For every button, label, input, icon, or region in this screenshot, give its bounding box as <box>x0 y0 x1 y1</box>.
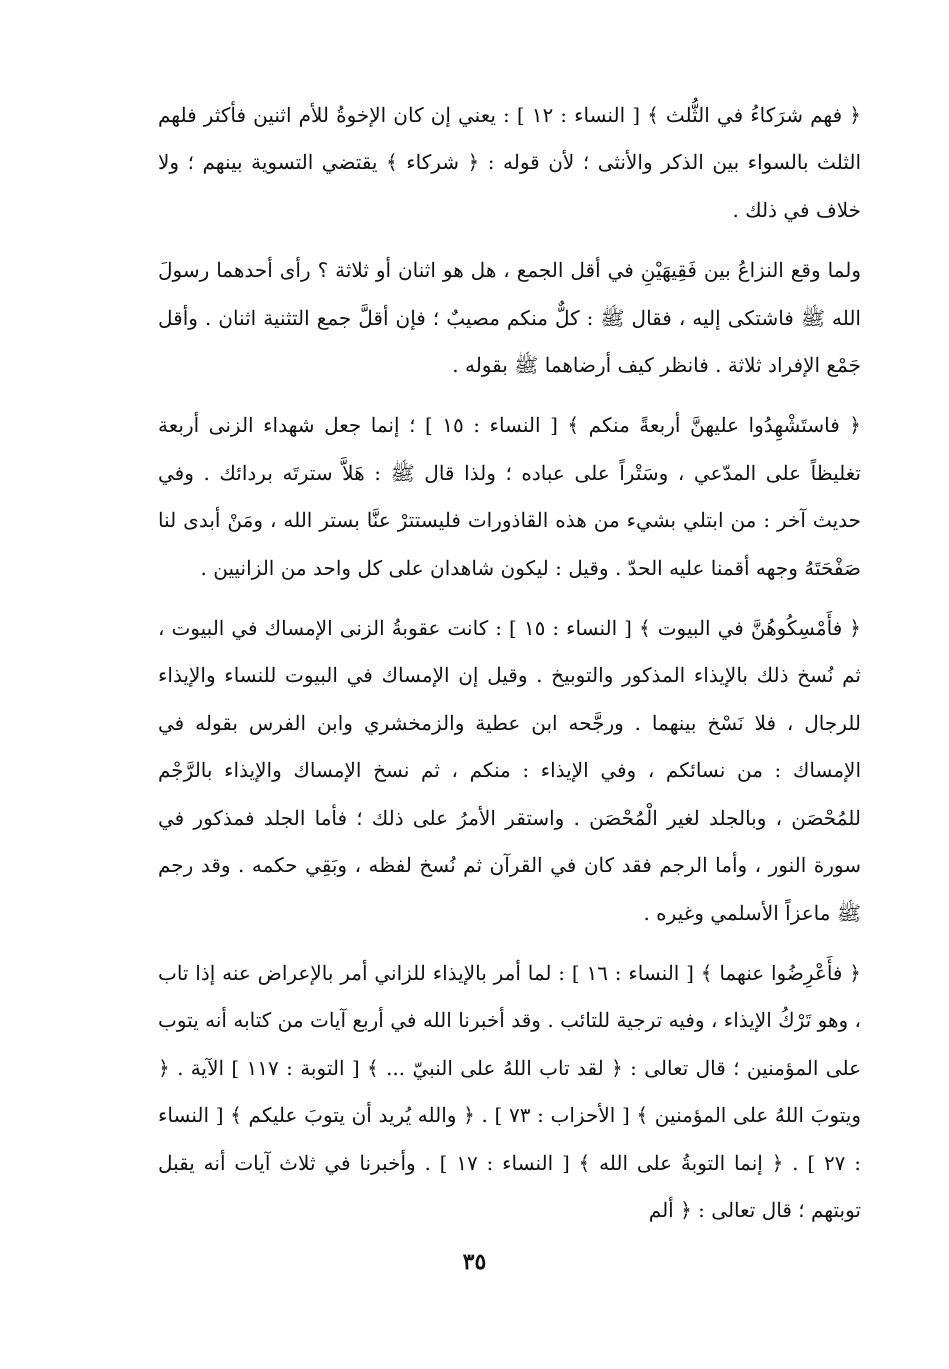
paragraph-4: ﴿ فأَمْسِكُوهُنَّ في البيوت ﴾ [ النساء : ١٥ ] : كانت عقوبةُ الزنى الإمساك في البيوت ، ثم نُسخ ذلك بالإيذاء المذكور والتوبيخ . وقيل إن الإمساك في البيوت للنساء والإيذاء للرجال ، فلا نَسْخ بينهما . ورجَّحه ابن عطية والزمخشري وابن الفرس بقوله في الإمساك : من نسائكم ، وفي الإيذاء : منكم ، ثم نسخ الإمساك والإيذاء بالرَّجْم للمُحْصَن ، وبالجلد لغير الْمُحْصَن . واستقر الأمرُ على ذلك ؛ فأما الجلد فمذكور في سورة النور ، وأما الرجم فقد كان في القرآن ثم نُسخ لفظه ، وبَقِي حكمه . وقد رجم ﷺ ماعزاً الأسلمي وغيره . <box>158 616 862 925</box>
paragraph-2: ولما وقع النزاعُ بين فَقِيهَيْنِ في أقل الجمع ، هل هو اثنان أو ثلاثة ؟ رأى أحدهما رسولَ الله ﷺ فاشتكى إليه ، فقال ﷺ : كلٌّ منكم مصيبٌ ؛ فإن أقلَّ جمع التثنية اثنان . وأقل جَمْع الإفراد ثلاثة . فانظر كيف أرضاهما ﷺ بقوله . <box>158 258 861 378</box>
page-body <box>158 92 861 1234</box>
paragraph-1: ﴿ فهم شرَكاءُ في الثُّلث ﴾ [ النساء : ١٢ ] : يعني إن كان الإخوةُ للأم اثنين فأكثر فلهم الثلث بالسواء بين الذكر والأنثى ؛ لأن قوله : ﴿ شركاء ﴾ يقتضي التسوية بينهم ؛ ولا خلاف في ذلك . <box>158 103 861 222</box>
paragraph-5: ﴿ فأَعْرِضُوا عنهما ﴾ [ النساء : ١٦ ] : لما أمر بالإيذاء للزاني أمر بالإعراض عنه إذا تاب ، وهو تَرْكُ الإيذاء ، وفيه ترجية للتائب . وقد أخبرنا الله في أربع آيات من كتابه أنه يتوب على المؤمنين ؛ قال تعالى : ﴿ لقد تاب اللهُ على النبيّ ... ﴾ [ التوبة : ١١٧ ] الآية . ﴿ ويتوبَ اللهُ على المؤمنين ﴾ [ الأحزاب : ٧٣ ] . ﴿ والله يُريد أن يتوبَ عليكم ﴾ [ النساء : ٢٧ ] . ﴿ إنما التوبةُ على الله ﴾ [ النساء : ١٧ ] . وأخبرنا في ثلاث آيات أنه يقبل توبتهم ؛ قال تعالى : ﴿ ألم <box>158 960 862 1222</box>
page-number: ٣٥ <box>462 1249 487 1275</box>
paragraph-3: ﴿ فاستَشْهِدُوا عليهنَّ أربعةً منكم ﴾ [ النساء : ١٥ ] ؛ إنما جعل شهداء الزنى أربعة تغليظاً على المدّعي ، وسَتْراً على عباده ؛ ولذا قال ﷺ : هَلاَّ سترتَه بردائك . وفي حديث آخر : من ابتلي بشيء من هذه القاذورات فليستترْ عنَّا بستر الله ، ومَنْ أبدى لنا صَفْحَتَهُ وجهه أقمنا عليه الحدّ . وقيل : ليكون شاهدان على كل واحد من الزانيين . <box>158 413 861 580</box>
